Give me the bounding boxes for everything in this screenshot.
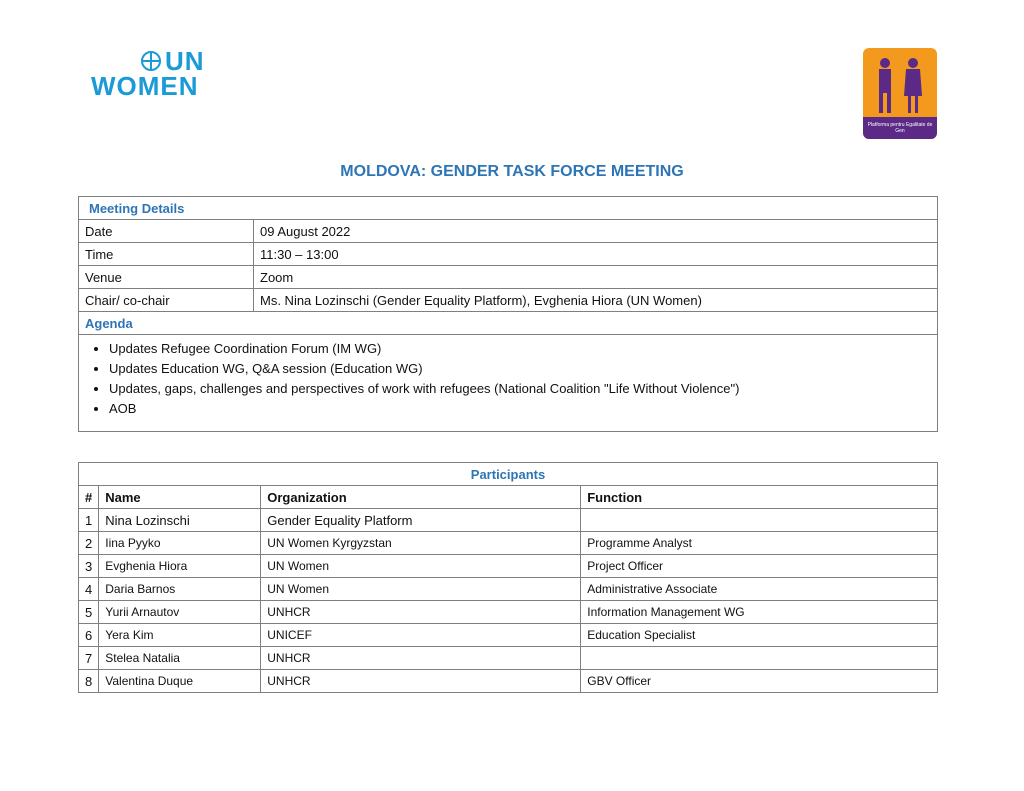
figure-icon	[903, 56, 923, 116]
row-number: 2	[79, 532, 99, 555]
agenda-item: • Updates Refugee Coordination Forum (IM WG)	[109, 339, 931, 359]
table-row	[79, 509, 938, 532]
table-row	[79, 555, 938, 578]
participant-function: Programme Analyst	[581, 532, 938, 555]
row-number: 3	[79, 555, 99, 578]
row-number: 7	[79, 647, 99, 670]
participant-name: Nina Lozinschi	[99, 509, 261, 532]
agenda-item: • Updates Education WG, Q&A session (Education WG)	[109, 359, 931, 379]
participants-table	[78, 462, 938, 693]
participant-organization: Gender Equality Platform	[261, 509, 581, 532]
participant-function: GBV Officer	[581, 670, 938, 693]
table-row	[79, 601, 938, 624]
table-row	[79, 670, 938, 693]
column-header: Organization	[261, 486, 581, 509]
table-row	[79, 578, 938, 601]
details-value: Ms. Nina Lozinschi (Gender Equality Platform), Evghenia Hiora (UN Women)	[254, 289, 938, 312]
meeting-details-table	[78, 196, 938, 432]
participant-name: Iina Pyyko	[99, 532, 261, 555]
logo-text-women: WOMEN	[91, 71, 199, 101]
participant-name: Yera Kim	[99, 624, 261, 647]
participant-organization: UNHCR	[261, 670, 581, 693]
row-number: 8	[79, 670, 99, 693]
column-header: Name	[99, 486, 261, 509]
details-value: 11:30 – 13:00	[254, 243, 938, 266]
logo-band	[863, 117, 937, 139]
details-value: 09 August 2022	[254, 220, 938, 243]
participant-function: Information Management WG	[581, 601, 938, 624]
details-label: Venue	[79, 266, 254, 289]
participant-organization: UN Women	[261, 578, 581, 601]
page-title: MOLDOVA: GENDER TASK FORCE MEETING	[340, 163, 684, 180]
participant-organization: UNHCR	[261, 647, 581, 670]
agenda-list	[79, 335, 938, 432]
column-header: Function	[581, 486, 938, 509]
participant-function: Education Specialist	[581, 624, 938, 647]
row-number: 5	[79, 601, 99, 624]
participants-header-row	[79, 486, 938, 509]
logo-caption: Platforma pentru Egalitate de Gen	[867, 122, 933, 134]
agenda-item: • Updates, gaps, challenges and perspectives of work with refugees (National Coalition "Life Without Violence")	[109, 379, 931, 399]
participant-name: Yurii Arnautov	[99, 601, 261, 624]
details-value: Zoom	[254, 266, 938, 289]
participant-organization: UNICEF	[261, 624, 581, 647]
un-women-logo	[91, 48, 216, 100]
details-label: Chair/ co-chair	[79, 289, 254, 312]
participant-function: Project Officer	[581, 555, 938, 578]
gender-platform-logo	[863, 48, 937, 139]
meeting-details-heading: Meeting Details	[79, 197, 938, 220]
table-row	[79, 647, 938, 670]
participants-heading: Participants	[79, 463, 938, 486]
column-header: #	[79, 486, 99, 509]
figure-icon	[875, 56, 895, 116]
logo-text-un: UN	[165, 46, 205, 76]
details-row	[79, 266, 938, 289]
row-number: 6	[79, 624, 99, 647]
participant-organization: UN Women	[261, 555, 581, 578]
participant-name: Valentina Duque	[99, 670, 261, 693]
participant-organization: UN Women Kyrgyzstan	[261, 532, 581, 555]
participant-function	[581, 509, 938, 532]
participant-name: Evghenia Hiora	[99, 555, 261, 578]
table-row	[79, 624, 938, 647]
details-label: Time	[79, 243, 254, 266]
row-number: 1	[79, 509, 99, 532]
agenda-heading: Agenda	[79, 312, 938, 335]
details-row	[79, 289, 938, 312]
agenda-item: • AOB	[109, 399, 931, 419]
participant-name: Daria Barnos	[99, 578, 261, 601]
details-row	[79, 243, 938, 266]
participant-function: Administrative Associate	[581, 578, 938, 601]
participant-organization: UNHCR	[261, 601, 581, 624]
details-label: Date	[79, 220, 254, 243]
details-row	[79, 220, 938, 243]
table-row	[79, 532, 938, 555]
participant-function	[581, 647, 938, 670]
un-globe-icon	[141, 51, 161, 71]
participant-name: Stelea Natalia	[99, 647, 261, 670]
row-number: 4	[79, 578, 99, 601]
